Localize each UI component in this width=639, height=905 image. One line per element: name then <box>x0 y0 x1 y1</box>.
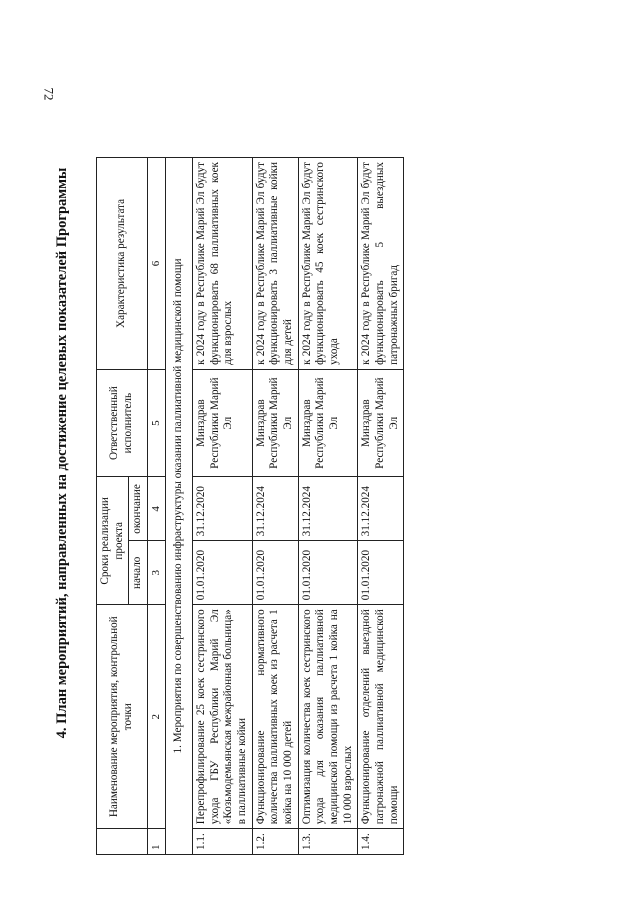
row-name: Функционирование нормативного количества паллиативных коек из расчета 1 койка на 10 000 детей <box>252 604 298 828</box>
row-number: 1.1. <box>192 828 252 854</box>
row-result: к 2024 году в Республике Марий Эл будут функционировать 3 паллиативные койки для детей <box>252 157 298 369</box>
row-result: к 2024 году в Республике Марий Эл будут функционировать 68 паллиативных коек для взрослых <box>192 157 252 369</box>
row-start: 01.01.2020 <box>192 540 252 604</box>
header-number <box>96 828 147 854</box>
row-end: 31.12.2024 <box>252 476 298 540</box>
row-start: 01.01.2020 <box>252 540 298 604</box>
table-row <box>252 157 298 854</box>
column-number: 5 <box>147 369 165 477</box>
row-name: Функционирование отделений выездной патронажной паллиативной медицинской помощи <box>357 604 403 828</box>
row-end: 31.12.2020 <box>192 476 252 540</box>
table-row <box>357 157 403 854</box>
column-number: 1 <box>147 828 165 854</box>
header-end: окончание <box>128 476 147 540</box>
row-responsible: Минздрав Республики Марий Эл <box>252 369 298 477</box>
row-number: 1.2. <box>252 828 298 854</box>
section-row <box>165 157 192 854</box>
row-name: Оптимизация количества коек сестринского ухода для оказания паллиативной медицинской помощи из расчета 1 койка на 10 000 взрослых <box>298 604 358 828</box>
header-period: Сроки реализации проекта <box>96 476 128 604</box>
header-row <box>96 157 128 854</box>
plan-table <box>96 157 404 855</box>
page-number: 72 <box>41 87 57 101</box>
header-start: начало <box>128 540 147 604</box>
row-responsible: Минздрав Республики Марий Эл <box>298 369 358 477</box>
rotated-page-content <box>40 23 600 883</box>
column-number: 2 <box>147 604 165 828</box>
section-heading: 1. Мероприятия по совершенствованию инфраструктуры оказании паллиативной медицинской помощи <box>165 157 192 854</box>
row-name: Перепрофилирование 25 коек сестринского ухода ГБУ Республики Марий Эл «Козьмодемьянская межрайонная больница» в паллиативные койки <box>192 604 252 828</box>
row-end: 31.12.2024 <box>357 476 403 540</box>
row-responsible: Минздрав Республики Марий Эл <box>357 369 403 477</box>
column-number: 4 <box>147 476 165 540</box>
row-number: 1.3. <box>298 828 358 854</box>
header-name: Наименование мероприятия, контрольной точки <box>96 604 147 828</box>
section-title: 4. План мероприятий, направленных на достижение целевых показателей Программы <box>53 167 69 738</box>
column-number: 6 <box>147 157 165 369</box>
row-end: 31.12.2024 <box>298 476 358 540</box>
row-result: к 2024 году в Республике Марий Эл будут функционировать 45 коек сестринского ухода <box>298 157 358 369</box>
row-start: 01.01.2020 <box>357 540 403 604</box>
column-number-row <box>147 157 165 854</box>
row-result: к 2024 году в Республике Марий Эл будут функционировать 5 выездных патронажных бригад <box>357 157 403 369</box>
table-row <box>298 157 358 854</box>
column-number: 3 <box>147 540 165 604</box>
header-result: Характеристика результата <box>96 157 147 369</box>
table-row <box>192 157 252 854</box>
header-responsible: Ответственный исполнитель <box>96 369 147 477</box>
row-start: 01.01.2020 <box>298 540 358 604</box>
row-number: 1.4. <box>357 828 403 854</box>
row-responsible: Минздрав Республики Марий Эл <box>192 369 252 477</box>
